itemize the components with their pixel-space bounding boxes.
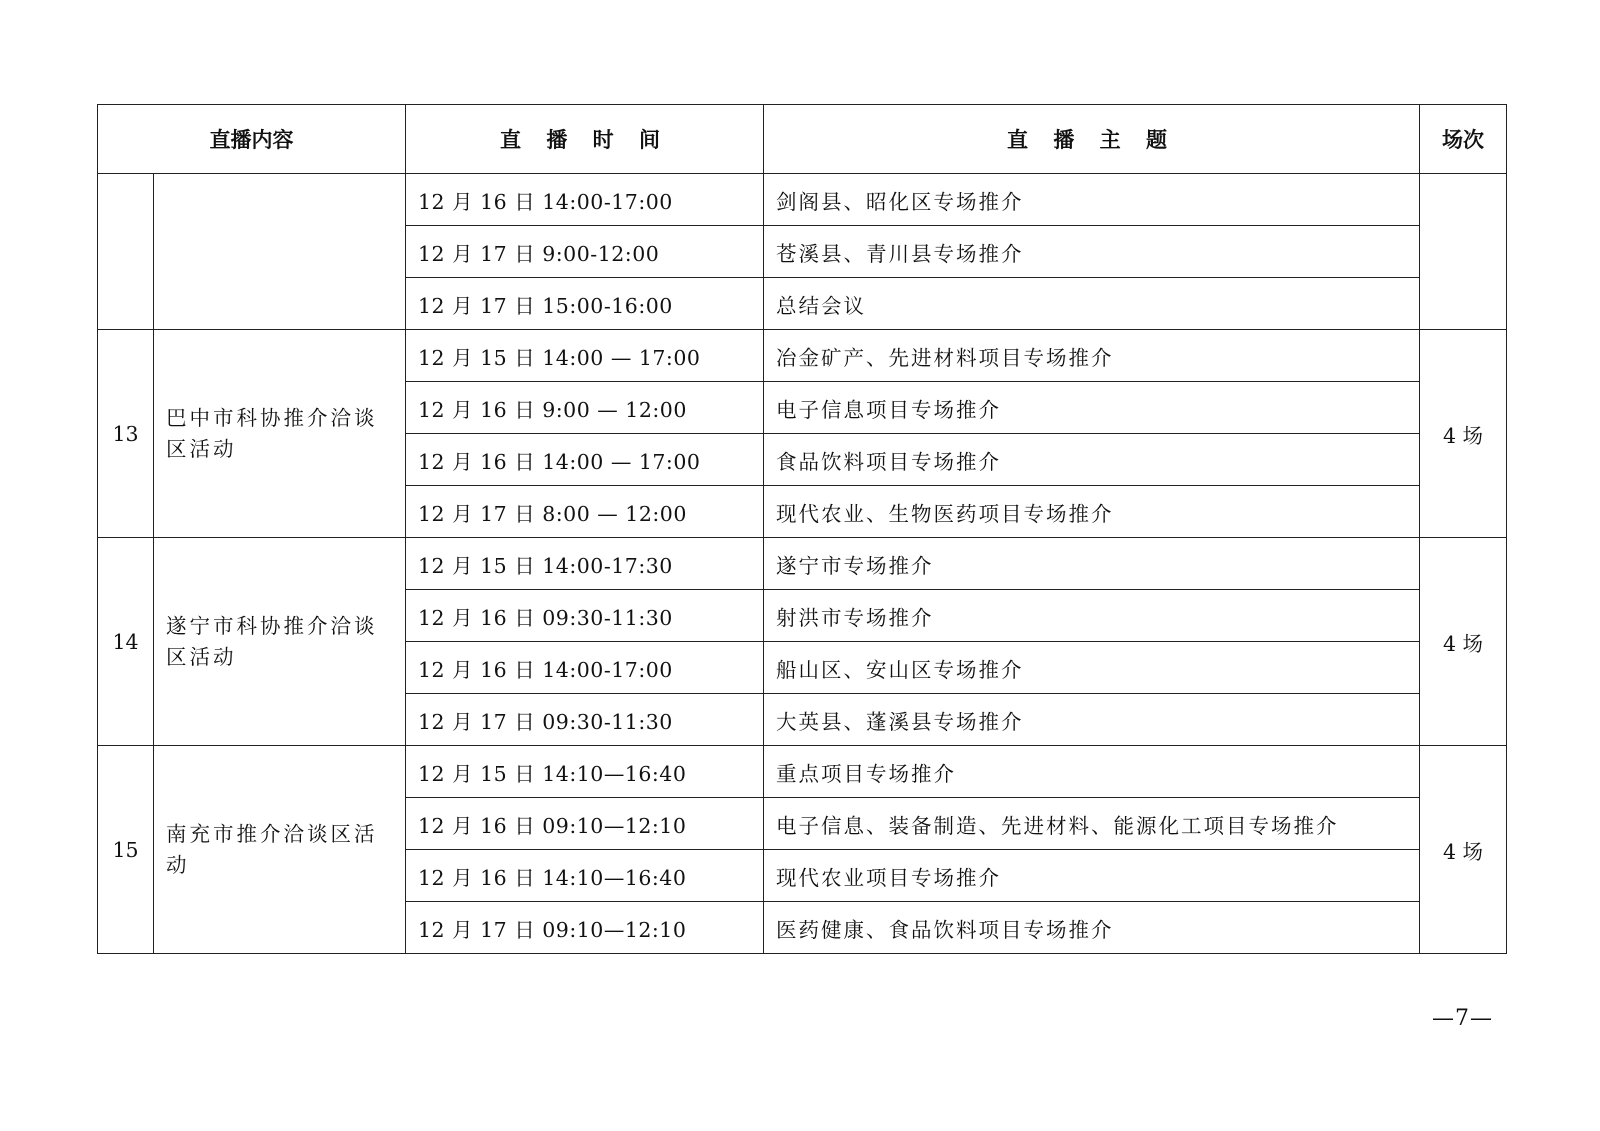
broadcast-time-cell: 12 月 15 日 14:10—16:40 <box>406 746 764 798</box>
broadcast-time-cell: 12 月 15 日 14:00 — 17:00 <box>406 330 764 382</box>
broadcast-time-cell: 12 月 16 日 9:00 — 12:00 <box>406 382 764 434</box>
broadcast-topic-cell: 冶金矿产、先进材料项目专场推介 <box>764 330 1420 382</box>
broadcast-time-cell: 12 月 17 日 15:00-16:00 <box>406 278 764 330</box>
broadcast-topic-cell: 船山区、安山区专场推介 <box>764 642 1420 694</box>
table-row <box>98 174 1507 226</box>
session-count-cell: 4 场 <box>1420 746 1507 954</box>
broadcast-time-cell: 12 月 15 日 14:00-17:30 <box>406 538 764 590</box>
row-number-cell: 14 <box>98 538 154 746</box>
broadcast-topic-cell: 重点项目专场推介 <box>764 746 1420 798</box>
table-header-row <box>98 105 1507 174</box>
row-number-cell: 15 <box>98 746 154 954</box>
broadcast-topic-cell: 射洪市专场推介 <box>764 590 1420 642</box>
broadcast-content-cell: 南充市推介洽谈区活动 <box>154 746 406 954</box>
broadcast-topic-cell: 现代农业、生物医药项目专场推介 <box>764 486 1420 538</box>
header-count: 场次 <box>1420 105 1507 174</box>
page-number: —7— <box>1432 1006 1493 1031</box>
broadcast-topic-cell: 现代农业项目专场推介 <box>764 850 1420 902</box>
broadcast-topic-cell: 电子信息、装备制造、先进材料、能源化工项目专场推介 <box>764 798 1420 850</box>
broadcast-topic-cell: 电子信息项目专场推介 <box>764 382 1420 434</box>
session-count-cell <box>1420 174 1507 330</box>
broadcast-time-cell: 12 月 16 日 09:30-11:30 <box>406 590 764 642</box>
table-row <box>98 538 1507 590</box>
header-content: 直播内容 <box>98 105 406 174</box>
broadcast-content-cell: 巴中市科协推介洽谈区活动 <box>154 330 406 538</box>
broadcast-time-cell: 12 月 17 日 09:30-11:30 <box>406 694 764 746</box>
broadcast-time-cell: 12 月 16 日 14:10—16:40 <box>406 850 764 902</box>
session-count-cell: 4 场 <box>1420 538 1507 746</box>
broadcast-topic-cell: 剑阁县、昭化区专场推介 <box>764 174 1420 226</box>
broadcast-time-cell: 12 月 16 日 14:00-17:00 <box>406 642 764 694</box>
broadcast-topic-cell: 医药健康、食品饮料项目专场推介 <box>764 902 1420 954</box>
row-number-cell <box>98 174 154 330</box>
broadcast-time-cell: 12 月 16 日 09:10—12:10 <box>406 798 764 850</box>
broadcast-topic-cell: 总结会议 <box>764 278 1420 330</box>
table-body <box>98 174 1507 954</box>
schedule-table <box>97 104 1507 954</box>
table-row <box>98 330 1507 382</box>
header-topic: 直 播 主 题 <box>764 105 1420 174</box>
broadcast-time-cell: 12 月 16 日 14:00-17:00 <box>406 174 764 226</box>
broadcast-topic-cell: 遂宁市专场推介 <box>764 538 1420 590</box>
broadcast-time-cell: 12 月 17 日 8:00 — 12:00 <box>406 486 764 538</box>
broadcast-topic-cell: 大英县、蓬溪县专场推介 <box>764 694 1420 746</box>
broadcast-time-cell: 12 月 17 日 9:00-12:00 <box>406 226 764 278</box>
session-count-cell: 4 场 <box>1420 330 1507 538</box>
table-row <box>98 746 1507 798</box>
broadcast-time-cell: 12 月 16 日 14:00 — 17:00 <box>406 434 764 486</box>
broadcast-time-cell: 12 月 17 日 09:10—12:10 <box>406 902 764 954</box>
broadcast-content-cell: 遂宁市科协推介洽谈区活动 <box>154 538 406 746</box>
broadcast-topic-cell: 食品饮料项目专场推介 <box>764 434 1420 486</box>
header-time: 直 播 时 间 <box>406 105 764 174</box>
broadcast-content-cell <box>154 174 406 330</box>
broadcast-topic-cell: 苍溪县、青川县专场推介 <box>764 226 1420 278</box>
row-number-cell: 13 <box>98 330 154 538</box>
